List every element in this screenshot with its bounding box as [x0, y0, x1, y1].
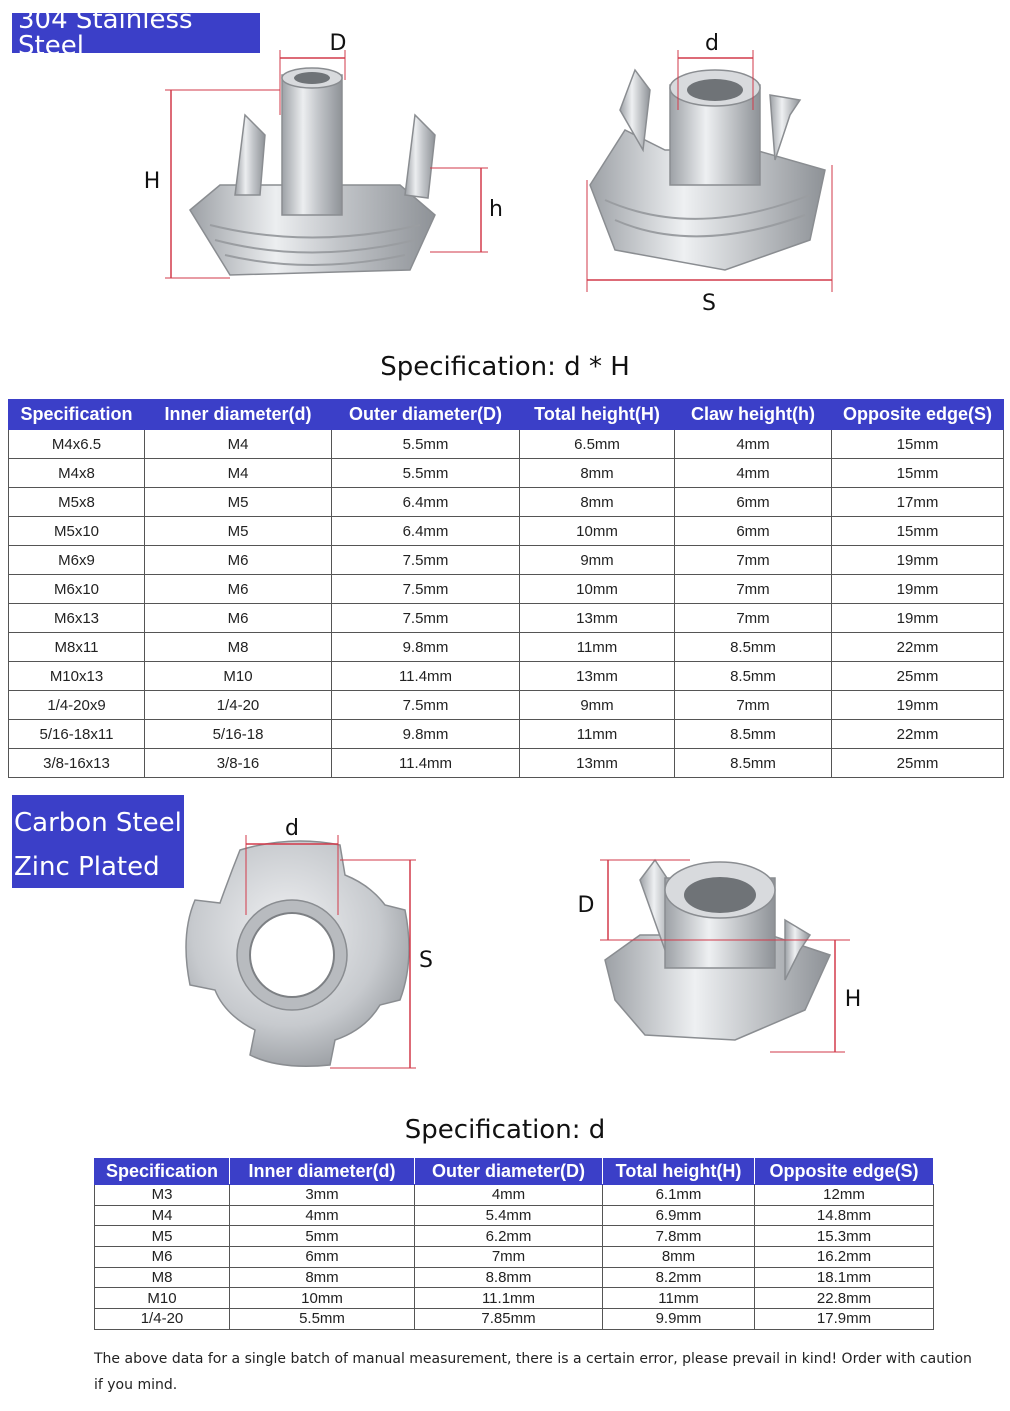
carbon-steel-banner-line1: Carbon Steel	[14, 808, 182, 838]
table-cell: 11mm	[520, 633, 675, 662]
table-cell: 11.1mm	[415, 1288, 603, 1309]
table-row	[9, 720, 1004, 749]
table-cell: 8mm	[520, 459, 675, 488]
table-cell: 7.5mm	[332, 604, 520, 633]
table-cell: M3	[95, 1185, 230, 1206]
table-cell: M6	[145, 546, 332, 575]
table-row	[9, 691, 1004, 720]
table-cell: M8x11	[9, 633, 145, 662]
column-header: Inner diameter(d)	[230, 1159, 415, 1185]
table-cell: 5.4mm	[415, 1205, 603, 1226]
table-cell: 6mm	[675, 488, 832, 517]
table-cell: 12mm	[755, 1185, 934, 1206]
table-cell: 16.2mm	[755, 1247, 934, 1268]
column-header: Total height(H)	[603, 1159, 755, 1185]
table-row	[95, 1205, 934, 1226]
table-cell: 7mm	[415, 1247, 603, 1268]
table-cell: 6.4mm	[332, 517, 520, 546]
column-header: Claw height(h)	[675, 400, 832, 430]
table-row	[9, 546, 1004, 575]
table-cell: 8mm	[520, 488, 675, 517]
table-cell: 9.8mm	[332, 720, 520, 749]
table-row	[95, 1267, 934, 1288]
column-header: Total height(H)	[520, 400, 675, 430]
table-cell: 6mm	[230, 1247, 415, 1268]
table-cell: 4mm	[415, 1185, 603, 1206]
column-header: Specification	[9, 400, 145, 430]
table-cell: 8.5mm	[675, 662, 832, 691]
table-cell: M4	[145, 459, 332, 488]
table-cell: 7.5mm	[332, 691, 520, 720]
table-cell: 11.4mm	[332, 749, 520, 778]
table-cell: 6.5mm	[520, 430, 675, 459]
stainless-tee-nut-side-drawing	[140, 20, 520, 300]
label-S-carbon: S	[419, 948, 433, 973]
table-row	[9, 459, 1004, 488]
table-cell: 6.9mm	[603, 1205, 755, 1226]
table-cell: 7.5mm	[332, 575, 520, 604]
carbon-bore-hole	[250, 913, 334, 997]
table-cell: 6.1mm	[603, 1185, 755, 1206]
table-cell: 8mm	[230, 1267, 415, 1288]
table-cell: 7mm	[675, 575, 832, 604]
table-cell: 17.9mm	[755, 1309, 934, 1330]
table-cell: 6.2mm	[415, 1226, 603, 1247]
label-S-edge: S	[702, 291, 716, 316]
table-cell: M5	[95, 1226, 230, 1247]
table-cell: 4mm	[230, 1205, 415, 1226]
stainless-tee-nut-angled-drawing	[575, 20, 845, 320]
table-cell: 11.4mm	[332, 662, 520, 691]
table-cell: 6.4mm	[332, 488, 520, 517]
table-cell: 15mm	[832, 459, 1004, 488]
column-header: Opposite edge(S)	[832, 400, 1004, 430]
table-row	[9, 517, 1004, 546]
table-cell: M5x8	[9, 488, 145, 517]
column-header: Inner diameter(d)	[145, 400, 332, 430]
spec-title-carbon: Specification: d	[404, 1115, 606, 1145]
label-d-inner: d	[705, 31, 719, 56]
column-header: Outer diameter(D)	[415, 1159, 603, 1185]
table-cell: M6	[145, 604, 332, 633]
table-cell: 8.5mm	[675, 720, 832, 749]
table-cell: M4x8	[9, 459, 145, 488]
table-cell: 9mm	[520, 691, 675, 720]
table-cell: 3mm	[230, 1185, 415, 1206]
stainless-tee-nut-angled-figure	[575, 20, 845, 320]
table-cell: 9mm	[520, 546, 675, 575]
table-cell: 15mm	[832, 430, 1004, 459]
table-cell: M4x6.5	[9, 430, 145, 459]
table-row	[9, 749, 1004, 778]
table-cell: 7.8mm	[603, 1226, 755, 1247]
table-cell: M6x9	[9, 546, 145, 575]
table-cell: 13mm	[520, 749, 675, 778]
carbon-tee-nut-top-figure	[180, 815, 450, 1075]
table-cell: 1/4-20x9	[9, 691, 145, 720]
stainless-steel-banner-text: 304 Stainless Steel	[18, 5, 193, 61]
table-cell: M10x13	[9, 662, 145, 691]
table-cell: 22.8mm	[755, 1288, 934, 1309]
carbon-tee-nut-angled-figure	[570, 840, 870, 1070]
carbon-tee-nut-angled-drawing	[570, 840, 870, 1070]
table-cell: M6x10	[9, 575, 145, 604]
carbon-spec-table	[94, 1158, 934, 1330]
table-row	[95, 1288, 934, 1309]
table-cell: 3/8-16x13	[9, 749, 145, 778]
table-cell: 13mm	[520, 662, 675, 691]
table-row	[9, 662, 1004, 691]
table-cell: M10	[95, 1288, 230, 1309]
table-row	[9, 604, 1004, 633]
label-D-carbon: D	[577, 893, 595, 918]
table-cell: 5mm	[230, 1226, 415, 1247]
table-cell: 4mm	[675, 459, 832, 488]
table-cell: M5	[145, 488, 332, 517]
table-cell: 11mm	[603, 1288, 755, 1309]
table-cell: M10	[145, 662, 332, 691]
table-cell: 6mm	[675, 517, 832, 546]
table-cell: 22mm	[832, 633, 1004, 662]
table-header-row	[9, 400, 1004, 430]
column-header: Specification	[95, 1159, 230, 1185]
table-cell: 19mm	[832, 575, 1004, 604]
table-cell: 14.8mm	[755, 1205, 934, 1226]
carbon-steel-banner-line2: Zinc Plated	[14, 852, 160, 882]
table-cell: 7mm	[675, 546, 832, 575]
table-cell: 17mm	[832, 488, 1004, 517]
table-cell: M6	[95, 1247, 230, 1268]
table-cell: M8	[95, 1267, 230, 1288]
table-cell: 19mm	[832, 691, 1004, 720]
table-cell: 1/4-20	[145, 691, 332, 720]
table-cell: 7.85mm	[415, 1309, 603, 1330]
table-row	[95, 1247, 934, 1268]
table-cell: 19mm	[832, 546, 1004, 575]
measurement-disclaimer: The above data for a single batch of manual measurement, there is a certain error, please prevail in kind! Order with caution if you mind.	[94, 1351, 972, 1393]
table-cell: M5	[145, 517, 332, 546]
table-row	[9, 488, 1004, 517]
table-cell: M4	[95, 1205, 230, 1226]
table-row	[95, 1309, 934, 1330]
table-cell: 19mm	[832, 604, 1004, 633]
table-cell: 4mm	[675, 430, 832, 459]
table-row	[9, 575, 1004, 604]
carbon-tee-nut-top-drawing	[180, 815, 450, 1075]
column-header: Opposite edge(S)	[755, 1159, 934, 1185]
table-cell: 22mm	[832, 720, 1004, 749]
table-cell: 7.5mm	[332, 546, 520, 575]
table-cell: 11mm	[520, 720, 675, 749]
table-cell: 8mm	[603, 1247, 755, 1268]
label-H-carbon: H	[844, 987, 862, 1012]
table-cell: 8.2mm	[603, 1267, 755, 1288]
column-header: Outer diameter(D)	[332, 400, 520, 430]
table-cell: 7mm	[675, 604, 832, 633]
label-h-claw: h	[489, 197, 503, 222]
table-cell: 25mm	[832, 749, 1004, 778]
table-cell: 9.9mm	[603, 1309, 755, 1330]
stainless-spec-table	[8, 399, 1004, 778]
table-cell: 8.5mm	[675, 749, 832, 778]
table-cell: 1/4-20	[95, 1309, 230, 1330]
table-cell: M6	[145, 575, 332, 604]
table-cell: M5x10	[9, 517, 145, 546]
table-cell: 10mm	[520, 517, 675, 546]
table-cell: 8.5mm	[675, 633, 832, 662]
table-cell: 5/16-18	[145, 720, 332, 749]
table-cell: M6x13	[9, 604, 145, 633]
table-cell: 5/16-18x11	[9, 720, 145, 749]
spec-title-stainless: Specification: d * H	[380, 352, 630, 382]
table-cell: 8.8mm	[415, 1267, 603, 1288]
stainless-tee-nut-side-figure	[140, 20, 520, 300]
table-row	[95, 1185, 934, 1206]
table-cell: 5.5mm	[332, 430, 520, 459]
carbon-steel-banner	[12, 795, 184, 888]
table-cell: M4	[145, 430, 332, 459]
table-cell: 3/8-16	[145, 749, 332, 778]
table-cell: 13mm	[520, 604, 675, 633]
table-cell: 18.1mm	[755, 1267, 934, 1288]
table-cell: 5.5mm	[332, 459, 520, 488]
table-cell: 9.8mm	[332, 633, 520, 662]
prong-right-shape	[405, 115, 435, 198]
table-row	[9, 633, 1004, 662]
table-cell: 15mm	[832, 517, 1004, 546]
table-cell: 25mm	[832, 662, 1004, 691]
table-cell: 7mm	[675, 691, 832, 720]
label-d-carbon: d	[285, 816, 299, 841]
table-cell: 15.3mm	[755, 1226, 934, 1247]
barrel-shape	[282, 75, 342, 215]
table-cell: 10mm	[520, 575, 675, 604]
table-cell: M8	[145, 633, 332, 662]
table-cell: 10mm	[230, 1288, 415, 1309]
table-header-row	[95, 1159, 934, 1185]
label-D-outer: D	[329, 31, 347, 56]
table-cell: 5.5mm	[230, 1309, 415, 1330]
prong-left-shape	[235, 115, 265, 195]
table-row	[95, 1226, 934, 1247]
label-H-total: H	[143, 169, 161, 194]
table-row	[9, 430, 1004, 459]
